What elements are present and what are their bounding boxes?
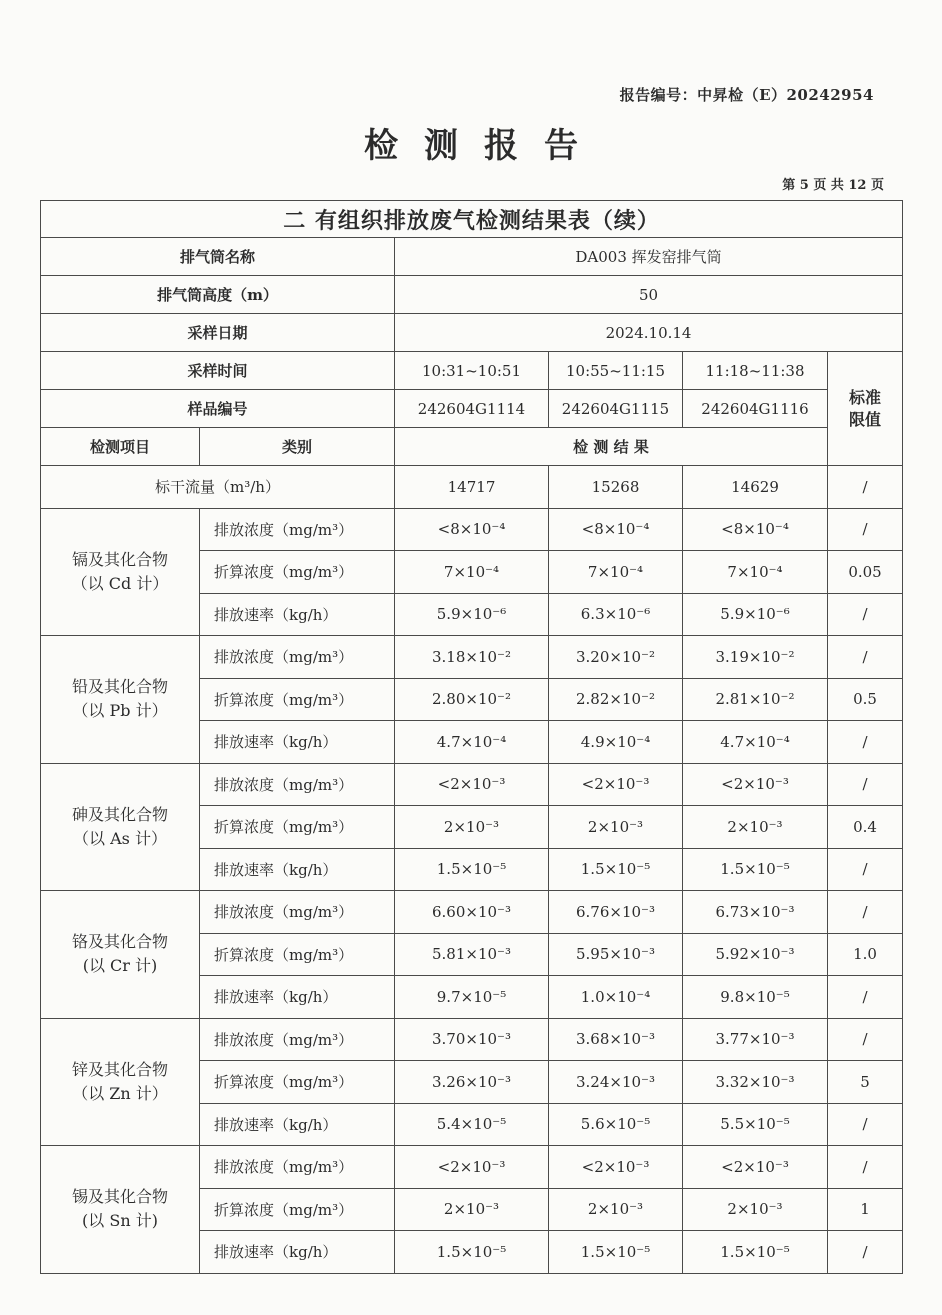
result-cell: 9.8×10⁻⁵ [683, 976, 828, 1019]
result-cell: <8×10⁻⁴ [683, 508, 828, 551]
stack-height-label: 排气筒高度（m） [41, 276, 395, 314]
result-cell: <2×10⁻³ [683, 1146, 828, 1189]
result-cell: 6.3×10⁻⁶ [549, 593, 683, 636]
sample-no-1: 242604G1114 [395, 390, 549, 428]
result-cell: 1.5×10⁻⁵ [683, 848, 828, 891]
table-row [41, 508, 903, 551]
result-cell: 1.0×10⁻⁴ [549, 976, 683, 1019]
sampling-time-3: 11:18~11:38 [683, 352, 828, 390]
category-cell: 折算浓度（mg/m³） [200, 678, 395, 721]
results-table [40, 200, 903, 1274]
stack-height: 50 [395, 276, 903, 314]
limit-cell: / [828, 848, 903, 891]
limit-cell: / [828, 976, 903, 1019]
result-cell: 1.5×10⁻⁵ [395, 1231, 549, 1274]
category-cell: 排放浓度（mg/m³） [200, 636, 395, 679]
limit-cell: / [828, 891, 903, 934]
result-cell: 6.73×10⁻³ [683, 891, 828, 934]
result-cell: 1.5×10⁻⁵ [683, 1231, 828, 1274]
table-caption: 二 有组织排放废气检测结果表（续） [41, 201, 903, 238]
sample-no-3: 242604G1116 [683, 390, 828, 428]
sample-no-label: 样品编号 [41, 390, 395, 428]
result-cell: 3.68×10⁻³ [549, 1018, 683, 1061]
flow-value-1: 14717 [395, 466, 549, 509]
result-cell: <8×10⁻⁴ [549, 508, 683, 551]
flow-limit: / [828, 466, 903, 509]
result-cell: <2×10⁻³ [549, 763, 683, 806]
result-cell: 9.7×10⁻⁵ [395, 976, 549, 1019]
category-cell: 折算浓度（mg/m³） [200, 933, 395, 976]
result-cell: 2.80×10⁻² [395, 678, 549, 721]
result-cell: 2×10⁻³ [549, 806, 683, 849]
sampling-date-label: 采样日期 [41, 314, 395, 352]
category-cell: 折算浓度（mg/m³） [200, 806, 395, 849]
limit-cell: / [828, 763, 903, 806]
result-cell: 1.5×10⁻⁵ [549, 1231, 683, 1274]
page-title: 检测报告 [364, 126, 604, 166]
category-cell: 排放速率（kg/h） [200, 593, 395, 636]
result-cell: 5.9×10⁻⁶ [683, 593, 828, 636]
result-cell: 3.24×10⁻³ [549, 1061, 683, 1104]
result-column-header: 检 测 结 果 [395, 428, 828, 466]
limit-cell: / [828, 1231, 903, 1274]
limit-cell: 0.4 [828, 806, 903, 849]
result-cell: 1.5×10⁻⁵ [549, 848, 683, 891]
limit-cell: 5 [828, 1061, 903, 1104]
category-cell: 折算浓度（mg/m³） [200, 1188, 395, 1231]
sampling-time-2: 10:55~11:15 [549, 352, 683, 390]
result-cell: 5.81×10⁻³ [395, 933, 549, 976]
result-cell: <2×10⁻³ [395, 1146, 549, 1189]
analyte-name: 镉及其化合物 （以 Cd 计） [41, 508, 200, 636]
limit-cell: 1.0 [828, 933, 903, 976]
page-info: 第 5 页 共 12 页 [782, 178, 884, 193]
result-cell: 2.81×10⁻² [683, 678, 828, 721]
result-cell: 4.9×10⁻⁴ [549, 721, 683, 764]
result-cell: 2×10⁻³ [683, 806, 828, 849]
result-cell: 5.92×10⁻³ [683, 933, 828, 976]
category-cell: 排放速率（kg/h） [200, 1231, 395, 1274]
table-row [41, 891, 903, 934]
result-cell: 3.26×10⁻³ [395, 1061, 549, 1104]
item-column-header: 检测项目 [41, 428, 200, 466]
flow-value-2: 15268 [549, 466, 683, 509]
limit-cell: 0.05 [828, 551, 903, 594]
result-cell: 2×10⁻³ [683, 1188, 828, 1231]
limit-cell: / [828, 721, 903, 764]
result-cell: 7×10⁻⁴ [395, 551, 549, 594]
analyte-name: 铅及其化合物 （以 Pb 计） [41, 636, 200, 764]
category-cell: 排放浓度（mg/m³） [200, 891, 395, 934]
result-cell: <2×10⁻³ [549, 1146, 683, 1189]
analyte-name: 铬及其化合物 (以 Cr 计) [41, 891, 200, 1019]
result-cell: 4.7×10⁻⁴ [683, 721, 828, 764]
sampling-time-1: 10:31~10:51 [395, 352, 549, 390]
result-cell: 4.7×10⁻⁴ [395, 721, 549, 764]
category-column-header: 类别 [200, 428, 395, 466]
category-cell: 排放速率（kg/h） [200, 848, 395, 891]
category-cell: 排放浓度（mg/m³） [200, 1018, 395, 1061]
flow-value-3: 14629 [683, 466, 828, 509]
table-row [41, 1146, 903, 1189]
stack-name: DA003 挥发窑排气筒 [395, 238, 903, 276]
result-cell: <2×10⁻³ [683, 763, 828, 806]
result-cell: 3.19×10⁻² [683, 636, 828, 679]
result-cell: 2.82×10⁻² [549, 678, 683, 721]
stack-name-label: 排气筒名称 [41, 238, 395, 276]
sampling-date: 2024.10.14 [395, 314, 903, 352]
limit-cell: / [828, 636, 903, 679]
result-cell: 5.5×10⁻⁵ [683, 1103, 828, 1146]
table-row [41, 636, 903, 679]
sampling-time-label: 采样时间 [41, 352, 395, 390]
limit-cell: / [828, 1103, 903, 1146]
analyte-name: 锡及其化合物 (以 Sn 计) [41, 1146, 200, 1274]
category-cell: 排放浓度（mg/m³） [200, 508, 395, 551]
result-cell: 3.77×10⁻³ [683, 1018, 828, 1061]
result-cell: 3.20×10⁻² [549, 636, 683, 679]
report-number: 报告编号：中昇检（E）20242954 [619, 86, 874, 104]
result-cell: 3.32×10⁻³ [683, 1061, 828, 1104]
standard-limit-header: 标准 限值 [828, 352, 903, 466]
result-cell: 7×10⁻⁴ [549, 551, 683, 594]
result-cell: 6.76×10⁻³ [549, 891, 683, 934]
result-cell: 2×10⁻³ [395, 1188, 549, 1231]
category-cell: 折算浓度（mg/m³） [200, 1061, 395, 1104]
category-cell: 排放速率（kg/h） [200, 976, 395, 1019]
result-cell: 3.70×10⁻³ [395, 1018, 549, 1061]
result-cell: <2×10⁻³ [395, 763, 549, 806]
result-cell: 5.6×10⁻⁵ [549, 1103, 683, 1146]
result-cell: 2×10⁻³ [395, 806, 549, 849]
result-cell: 5.95×10⁻³ [549, 933, 683, 976]
limit-cell: 1 [828, 1188, 903, 1231]
limit-cell: / [828, 508, 903, 551]
result-cell: 7×10⁻⁴ [683, 551, 828, 594]
result-cell: 1.5×10⁻⁵ [395, 848, 549, 891]
category-cell: 排放浓度（mg/m³） [200, 763, 395, 806]
result-cell: 5.9×10⁻⁶ [395, 593, 549, 636]
analyte-name: 砷及其化合物 （以 As 计） [41, 763, 200, 891]
sample-no-2: 242604G1115 [549, 390, 683, 428]
flow-label: 标干流量（m³/h） [41, 466, 395, 509]
limit-cell: 0.5 [828, 678, 903, 721]
category-cell: 折算浓度（mg/m³） [200, 551, 395, 594]
analyte-name: 锌及其化合物 （以 Zn 计） [41, 1018, 200, 1146]
result-cell: 3.18×10⁻² [395, 636, 549, 679]
result-cell: 2×10⁻³ [549, 1188, 683, 1231]
limit-cell: / [828, 1018, 903, 1061]
result-cell: <8×10⁻⁴ [395, 508, 549, 551]
limit-cell: / [828, 593, 903, 636]
limit-cell: / [828, 1146, 903, 1189]
category-cell: 排放浓度（mg/m³） [200, 1146, 395, 1189]
result-cell: 5.4×10⁻⁵ [395, 1103, 549, 1146]
table-row [41, 763, 903, 806]
table-row [41, 1018, 903, 1061]
category-cell: 排放速率（kg/h） [200, 721, 395, 764]
category-cell: 排放速率（kg/h） [200, 1103, 395, 1146]
result-cell: 6.60×10⁻³ [395, 891, 549, 934]
